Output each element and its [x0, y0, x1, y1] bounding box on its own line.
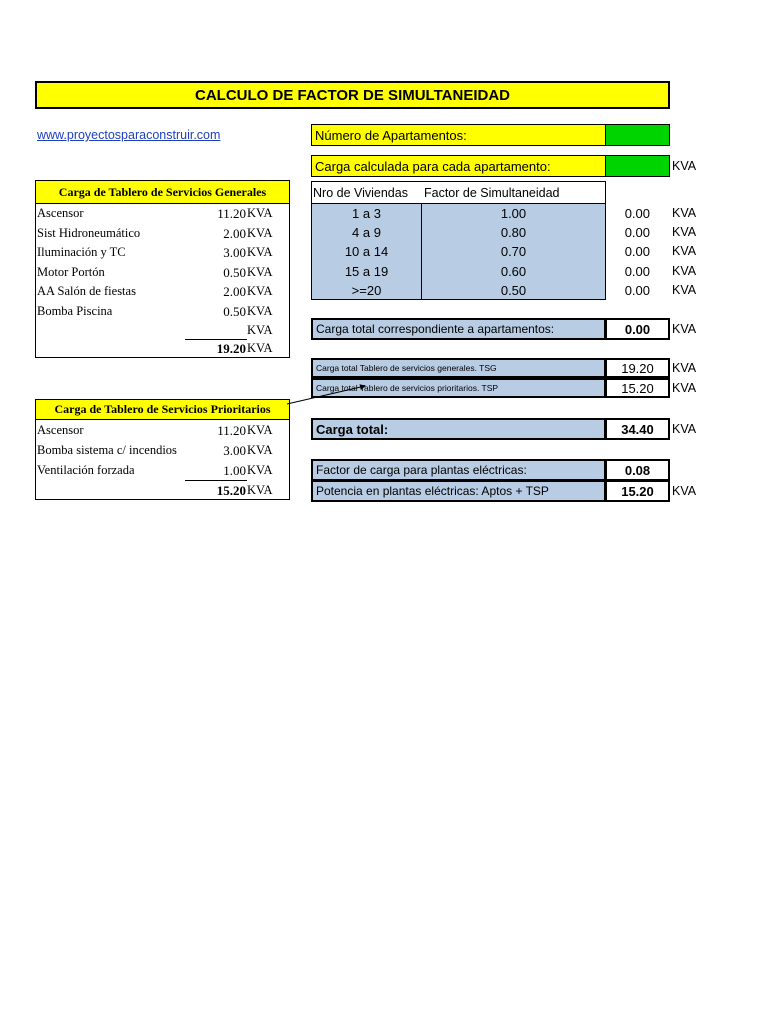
- factor-row-factor: 0.70: [500, 244, 527, 260]
- tsp-item-unit: KVA: [247, 423, 273, 437]
- factor-row-unit: KVA: [672, 225, 697, 240]
- carga-total-unit: KVA: [672, 422, 697, 436]
- factor-row-range: >=20: [351, 282, 382, 298]
- website-link[interactable]: www.proyectosparaconstruir.com: [37, 128, 221, 142]
- tsg-sum-line: [185, 339, 247, 340]
- factor-row-load: 0.00: [624, 244, 650, 260]
- factor-row-load: 0.00: [624, 263, 650, 279]
- tsp-header: Carga de Tablero de Servicios Prioritarios: [35, 399, 290, 420]
- factor-row-range: 4 a 9: [352, 225, 381, 241]
- num-apartamentos-input[interactable]: [605, 124, 670, 146]
- tsg-item-unit: KVA: [247, 225, 273, 240]
- tsg-item-unit: KVA: [247, 206, 273, 220]
- tsg-total-label: Carga total Tablero de servicios generales. TSG: [311, 358, 606, 378]
- tsp-total-summary-unit: KVA: [672, 381, 697, 395]
- potencia-unit: KVA: [672, 484, 697, 498]
- tsg-item-value: 0.50: [223, 303, 246, 319]
- factor-row-load: 0.00: [624, 225, 650, 241]
- factor-header-factor: Factor de Simultaneidad: [424, 186, 560, 200]
- factor-carga-value: 0.08: [605, 459, 670, 481]
- tsp-item-value: 1.00: [223, 463, 246, 478]
- factor-row-factor: 1.00: [500, 206, 527, 221]
- tsg-item-name: Motor Portón: [37, 264, 105, 279]
- tsp-item-name: Bomba sistema c/ incendios: [37, 443, 177, 457]
- factor-row-unit: KVA: [672, 282, 697, 297]
- tsp-total-value: 15.20: [216, 483, 246, 498]
- factor-row-unit: KVA: [672, 244, 697, 259]
- factor-row-load: 0.00: [624, 206, 650, 221]
- potencia-value: 15.20: [605, 480, 670, 502]
- tsg-item-unit: KVA: [247, 245, 273, 259]
- tsg-item-value: 11.20: [217, 206, 246, 221]
- tsp-item-name: Ventilación forzada: [37, 463, 135, 477]
- factor-row-load: 0.00: [624, 282, 650, 298]
- tsp-sum-line: [185, 480, 247, 481]
- tsg-total-value: 19.20: [216, 341, 246, 356]
- tsg-total-unit: KVA: [247, 341, 273, 355]
- tsg-item-value: 2.00: [223, 225, 246, 241]
- carga-total-label: Carga total:: [311, 418, 606, 440]
- tsp-total-summary-value: 15.20: [605, 378, 670, 398]
- factor-carga-label: Factor de carga para plantas eléctricas:: [311, 459, 606, 481]
- tsg-total-summary-unit: KVA: [672, 361, 697, 375]
- tsg-item-name: Iluminación y TC: [37, 245, 126, 259]
- factor-row-factor: 0.60: [500, 263, 527, 279]
- tsg-item-name: Bomba Piscina: [37, 303, 113, 318]
- tsp-item-value: 11.20: [217, 423, 246, 438]
- tsg-item-name: Sist Hidroneumático: [37, 225, 141, 240]
- carga-apartamentos-unit: KVA: [672, 322, 697, 336]
- factor-row-range: 10 a 14: [344, 244, 389, 260]
- factor-row-unit: KVA: [672, 263, 697, 278]
- tsg-header: Carga de Tablero de Servicios Generales: [35, 180, 290, 204]
- carga-apartamentos-value: 0.00: [605, 318, 670, 340]
- tsg-item-name: Ascensor: [37, 206, 84, 220]
- tsg-total-summary-value: 19.20: [605, 358, 670, 378]
- factor-row-factor: 0.50: [500, 282, 527, 298]
- carga-apartamento-input[interactable]: [605, 155, 670, 177]
- arrow-connector: [285, 380, 370, 410]
- tsg-item-name: AA Salón de fiestas: [37, 284, 136, 298]
- potencia-label: Potencia en plantas eléctricas: Aptos + TSP: [311, 480, 606, 502]
- tsg-item-unit: KVA: [247, 323, 273, 337]
- carga-apartamento-label: Carga calculada para cada apartamento:: [311, 155, 606, 177]
- tsg-item-unit: KVA: [247, 264, 273, 279]
- page-title: CALCULO DE FACTOR DE SIMULTANEIDAD: [35, 81, 670, 109]
- tsg-item-value: 0.50: [223, 264, 246, 280]
- tsp-total-unit: KVA: [247, 483, 273, 497]
- factor-row-factor: 0.80: [500, 225, 527, 241]
- tsp-item-value: 3.00: [223, 443, 246, 458]
- num-apartamentos-label: Número de Apartamentos:: [311, 124, 606, 146]
- factor-row-range: 15 a 19: [344, 263, 389, 279]
- carga-apartamentos-label: Carga total correspondiente a apartamentos:: [311, 318, 606, 340]
- carga-apartamento-unit: KVA: [672, 159, 697, 173]
- factor-row-unit: KVA: [672, 206, 697, 220]
- tsp-total-label: Carga total Tablero de servicios prioritarios. TSP: [311, 378, 606, 398]
- tsp-item-unit: KVA: [247, 463, 273, 477]
- tsg-item-unit: KVA: [247, 303, 273, 318]
- tsp-item-name: Ascensor: [37, 423, 84, 437]
- factor-header-viviendas: Nro de Viviendas: [313, 186, 408, 200]
- tsp-item-unit: KVA: [247, 443, 273, 457]
- tsg-item-value: 3.00: [223, 245, 246, 260]
- factor-row-range: 1 a 3: [352, 206, 381, 221]
- tsg-item-value: 2.00: [223, 284, 246, 299]
- tsg-item-unit: KVA: [247, 284, 273, 298]
- carga-total-value: 34.40: [605, 418, 670, 440]
